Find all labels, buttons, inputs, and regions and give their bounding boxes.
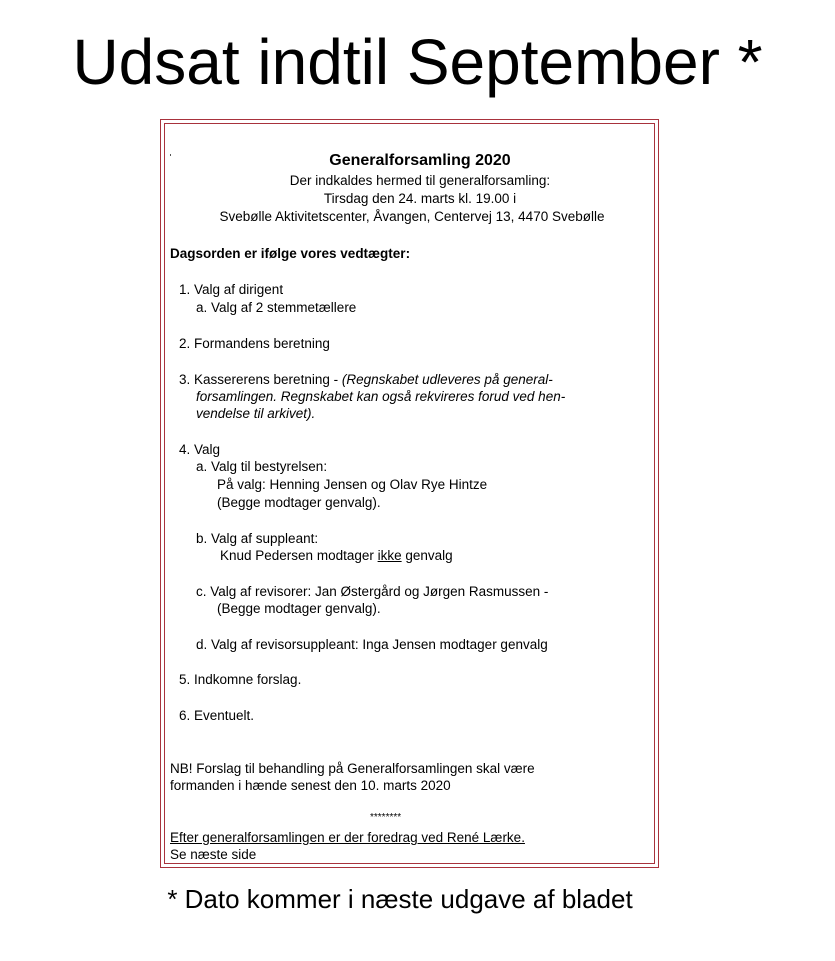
agenda-item-4a-candidates: På valg: Henning Jensen og Olav Rye Hintze xyxy=(217,477,488,492)
agenda-item-4b-text: genvalg xyxy=(401,548,453,563)
notice-inner-border xyxy=(164,123,655,864)
agenda-item-4a: a. Valg til bestyrelsen: xyxy=(196,459,328,474)
intro-line: Tirsdag den 24. marts kl. 19.00 i xyxy=(323,191,517,206)
notice-title: Generalforsamling 2020 xyxy=(329,152,511,169)
nb-note-line: NB! Forslag til behandling på Generalforsamlingen skal være xyxy=(170,761,535,776)
lecture-note: Efter generalforsamlingen er der foredrag ved René Lærke. xyxy=(170,830,525,845)
notice-frame xyxy=(160,119,659,868)
see-next-page: Se næste side xyxy=(170,847,257,862)
agenda-item-1: 1. Valg af dirigent xyxy=(179,282,284,297)
agenda-item-3-note-line: vendelse til arkivet). xyxy=(196,406,316,421)
separator: ******** xyxy=(370,812,402,823)
agenda-item-3-note-line: forsamlingen. Regnskabet kan også rekvireres forud ved hen- xyxy=(196,389,566,404)
agenda-item-3-note: (Regnskabet udleveres på general- xyxy=(341,372,553,387)
agenda-item-4a-note: (Begge modtager genvalg). xyxy=(217,495,381,510)
intro-line: Der indkaldes hermed til generalforsamling: xyxy=(289,173,551,188)
agenda-item-3 xyxy=(179,372,553,387)
agenda-item-4b: b. Valg af suppleant: xyxy=(196,531,319,546)
intro-line: Svebølle Aktivitetscenter, Åvangen, Centervej 13, 4470 Svebølle xyxy=(219,209,605,224)
agenda-item-4c-note: (Begge modtager genvalg). xyxy=(217,601,381,616)
nb-note-line: formanden i hænde senest den 10. marts 2020 xyxy=(170,778,451,793)
agenda-item-1a: a. Valg af 2 stemmetællere xyxy=(196,300,357,315)
footer-note: * Dato kommer i næste udgave af bladet xyxy=(167,884,633,914)
agenda-item-4b-detail xyxy=(220,548,453,563)
agenda-item-6: 6. Eventuelt. xyxy=(179,708,255,723)
agenda-item-4b-emphasis: ikke xyxy=(377,548,402,563)
agenda-item-2: 2. Formandens beretning xyxy=(179,336,330,351)
agenda-item-4: 4. Valg xyxy=(179,442,221,457)
headline: Udsat indtil September * xyxy=(72,26,763,98)
agenda-item-4b-text: Knud Pedersen modtager xyxy=(220,548,378,563)
agenda-item-4d: d. Valg af revisorsuppleant: Inga Jensen modtager genvalg xyxy=(196,637,548,652)
agenda-heading: Dagsorden er ifølge vores vedtægter: xyxy=(170,246,411,261)
agenda-item-4c: c. Valg af revisorer: Jan Østergård og Jørgen Rasmussen - xyxy=(196,584,549,599)
notice-content xyxy=(170,150,650,226)
agenda-item-5: 5. Indkomne forslag. xyxy=(179,672,302,687)
agenda-item-3-label: 3. Kassererens beretning - xyxy=(179,372,342,387)
notice-header xyxy=(190,150,650,226)
